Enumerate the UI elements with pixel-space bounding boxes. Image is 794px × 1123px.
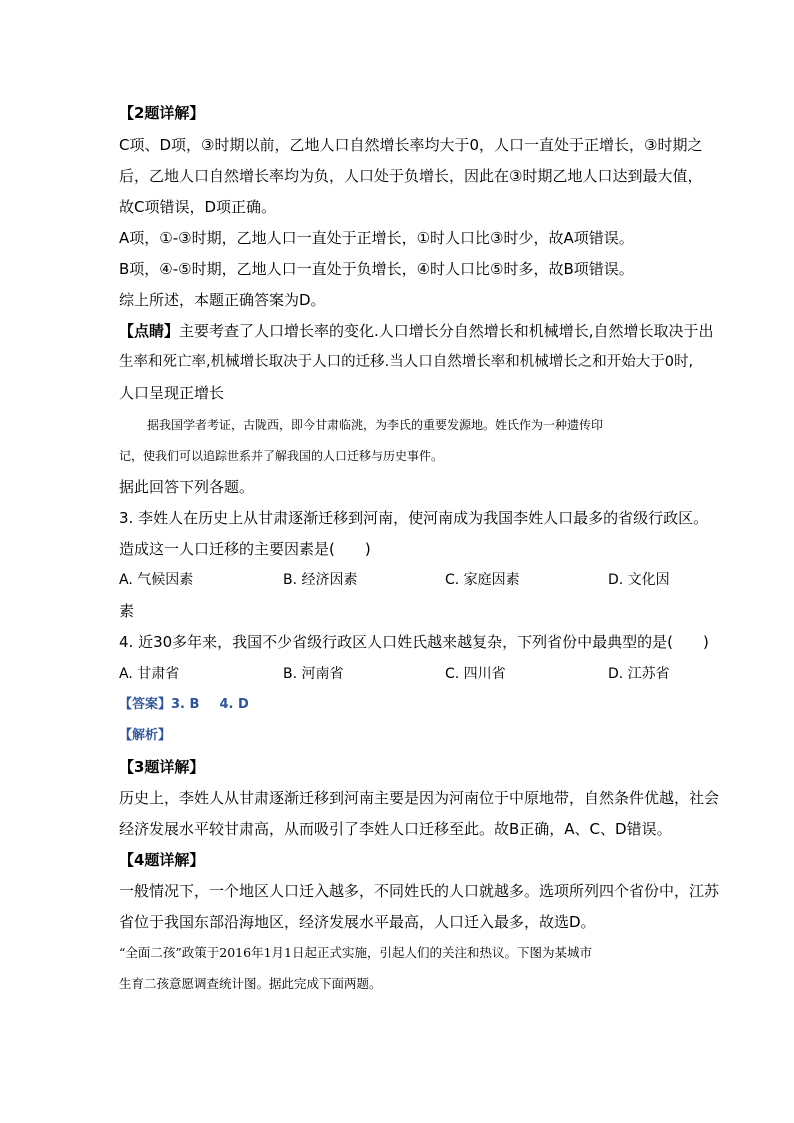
q4-detail-heading: 【4题详解】 bbox=[119, 851, 205, 869]
dianjing-line-3: 人口呈现正增长 bbox=[119, 384, 225, 402]
material-1-line-2: 记，使我们可以追踪世系并了解我国的人口迁移与历史事件。 bbox=[119, 449, 444, 463]
q3-stem-line-1: 3. 李姓人在历史上从甘肃逐渐迁移到河南，使河南成为我国李姓人口最多的省级行政区。 bbox=[119, 509, 709, 527]
q4-option-d: D. 江苏省 bbox=[608, 666, 670, 682]
answer-q3: 3. B bbox=[171, 697, 200, 712]
q3-option-a: A. 气候因素 bbox=[119, 572, 194, 588]
q2-detail-line-1: C项、D项，③时期以前，乙地人口自然增长率均大于0，人口一直处于正增长，③时期之 bbox=[119, 136, 703, 154]
q2-detail-line-3: 故C项错误，D项正确。 bbox=[119, 198, 277, 216]
material-1-prompt: 据此回答下列各题。 bbox=[119, 478, 255, 496]
analysis-label: 【解析】 bbox=[119, 728, 172, 743]
q4-option-c: C. 四川省 bbox=[445, 666, 506, 682]
answer-label: 【答案】 bbox=[119, 697, 172, 712]
q4-detail-line-2: 省位于我国东部沿海地区，经济发展水平最高，人口迁入最多，故选D。 bbox=[119, 913, 596, 931]
material-2-line-2: 生育二孩意愿调查统计图。据此完成下面两题。 bbox=[119, 976, 382, 991]
q2-detail-line-5: B项，④-⑤时期，乙地人口一直处于负增长，④时人口比⑤时多，故B项错误。 bbox=[119, 260, 634, 278]
q2-detail-line-4: A项，①-③时期，乙地人口一直处于正增长，①时人口比③时少，故A项错误。 bbox=[119, 229, 634, 247]
q2-detail-line-6: 综上所述，本题正确答案为D。 bbox=[119, 291, 326, 309]
q3-stem-line-2: 造成这一人口迁移的主要因素是( ) bbox=[119, 540, 371, 558]
dianjing-label: 【点睛】 bbox=[119, 322, 180, 340]
q3-detail-line-1: 历史上，李姓人从甘肃逐渐迁移到河南主要是因为河南位于中原地带，自然条件优越，社会 bbox=[119, 789, 720, 807]
q3-option-c: C. 家庭因素 bbox=[445, 572, 520, 588]
q3-option-b: B. 经济因素 bbox=[283, 572, 358, 588]
dianjing-line-1 bbox=[119, 321, 714, 341]
material-1-line-1: 据我国学者考证，古陇西，即今甘肃临洮，为李氏的重要发源地。姓氏作为一种遗传印 bbox=[147, 418, 604, 432]
q4-stem-line-1: 4. 近30多年来，我国不少省级行政区人口姓氏越来越复杂，下列省份中最典型的是( ) bbox=[119, 633, 709, 651]
q3-detail-heading: 【3题详解】 bbox=[119, 758, 205, 776]
q4-option-b: B. 河南省 bbox=[283, 666, 344, 682]
dianjing-line-2: 生率和死亡率,机械增长取决于人口的迁移.当人口自然增长率和机械增长之和开始大于0时, bbox=[119, 354, 694, 370]
q2-detail-line-2: 后，乙地人口自然增长率均为负，人口处于负增长，因此在③时期乙地人口达到最大值， bbox=[119, 167, 703, 185]
q2-detail-heading: 【2题详解】 bbox=[119, 104, 205, 122]
answer-line bbox=[119, 695, 249, 715]
q3-option-d-wrap: 素 bbox=[119, 602, 135, 620]
q3-option-d: D. 文化因 bbox=[608, 572, 670, 588]
dianjing-text-1: 主要考查了人口增长率的变化.人口增长分自然增长和机械增长,自然增长取决于出 bbox=[179, 322, 714, 340]
material-2-line-1: “全面二孩”政策于2016年1月1日起正式实施，引起人们的关注和热议。下图为某城市 bbox=[119, 945, 592, 960]
q4-detail-line-1: 一般情况下，一个地区人口迁入越多，不同姓氏的人口就越多。选项所列四个省份中，江苏 bbox=[119, 882, 720, 900]
answer-q4: 4. D bbox=[219, 697, 249, 712]
q3-detail-line-2: 经济发展水平较甘肃高，从而吸引了李姓人口迁移至此。故B正确，A、C、D错误。 bbox=[119, 820, 672, 838]
q4-option-a: A. 甘肃省 bbox=[119, 666, 180, 682]
